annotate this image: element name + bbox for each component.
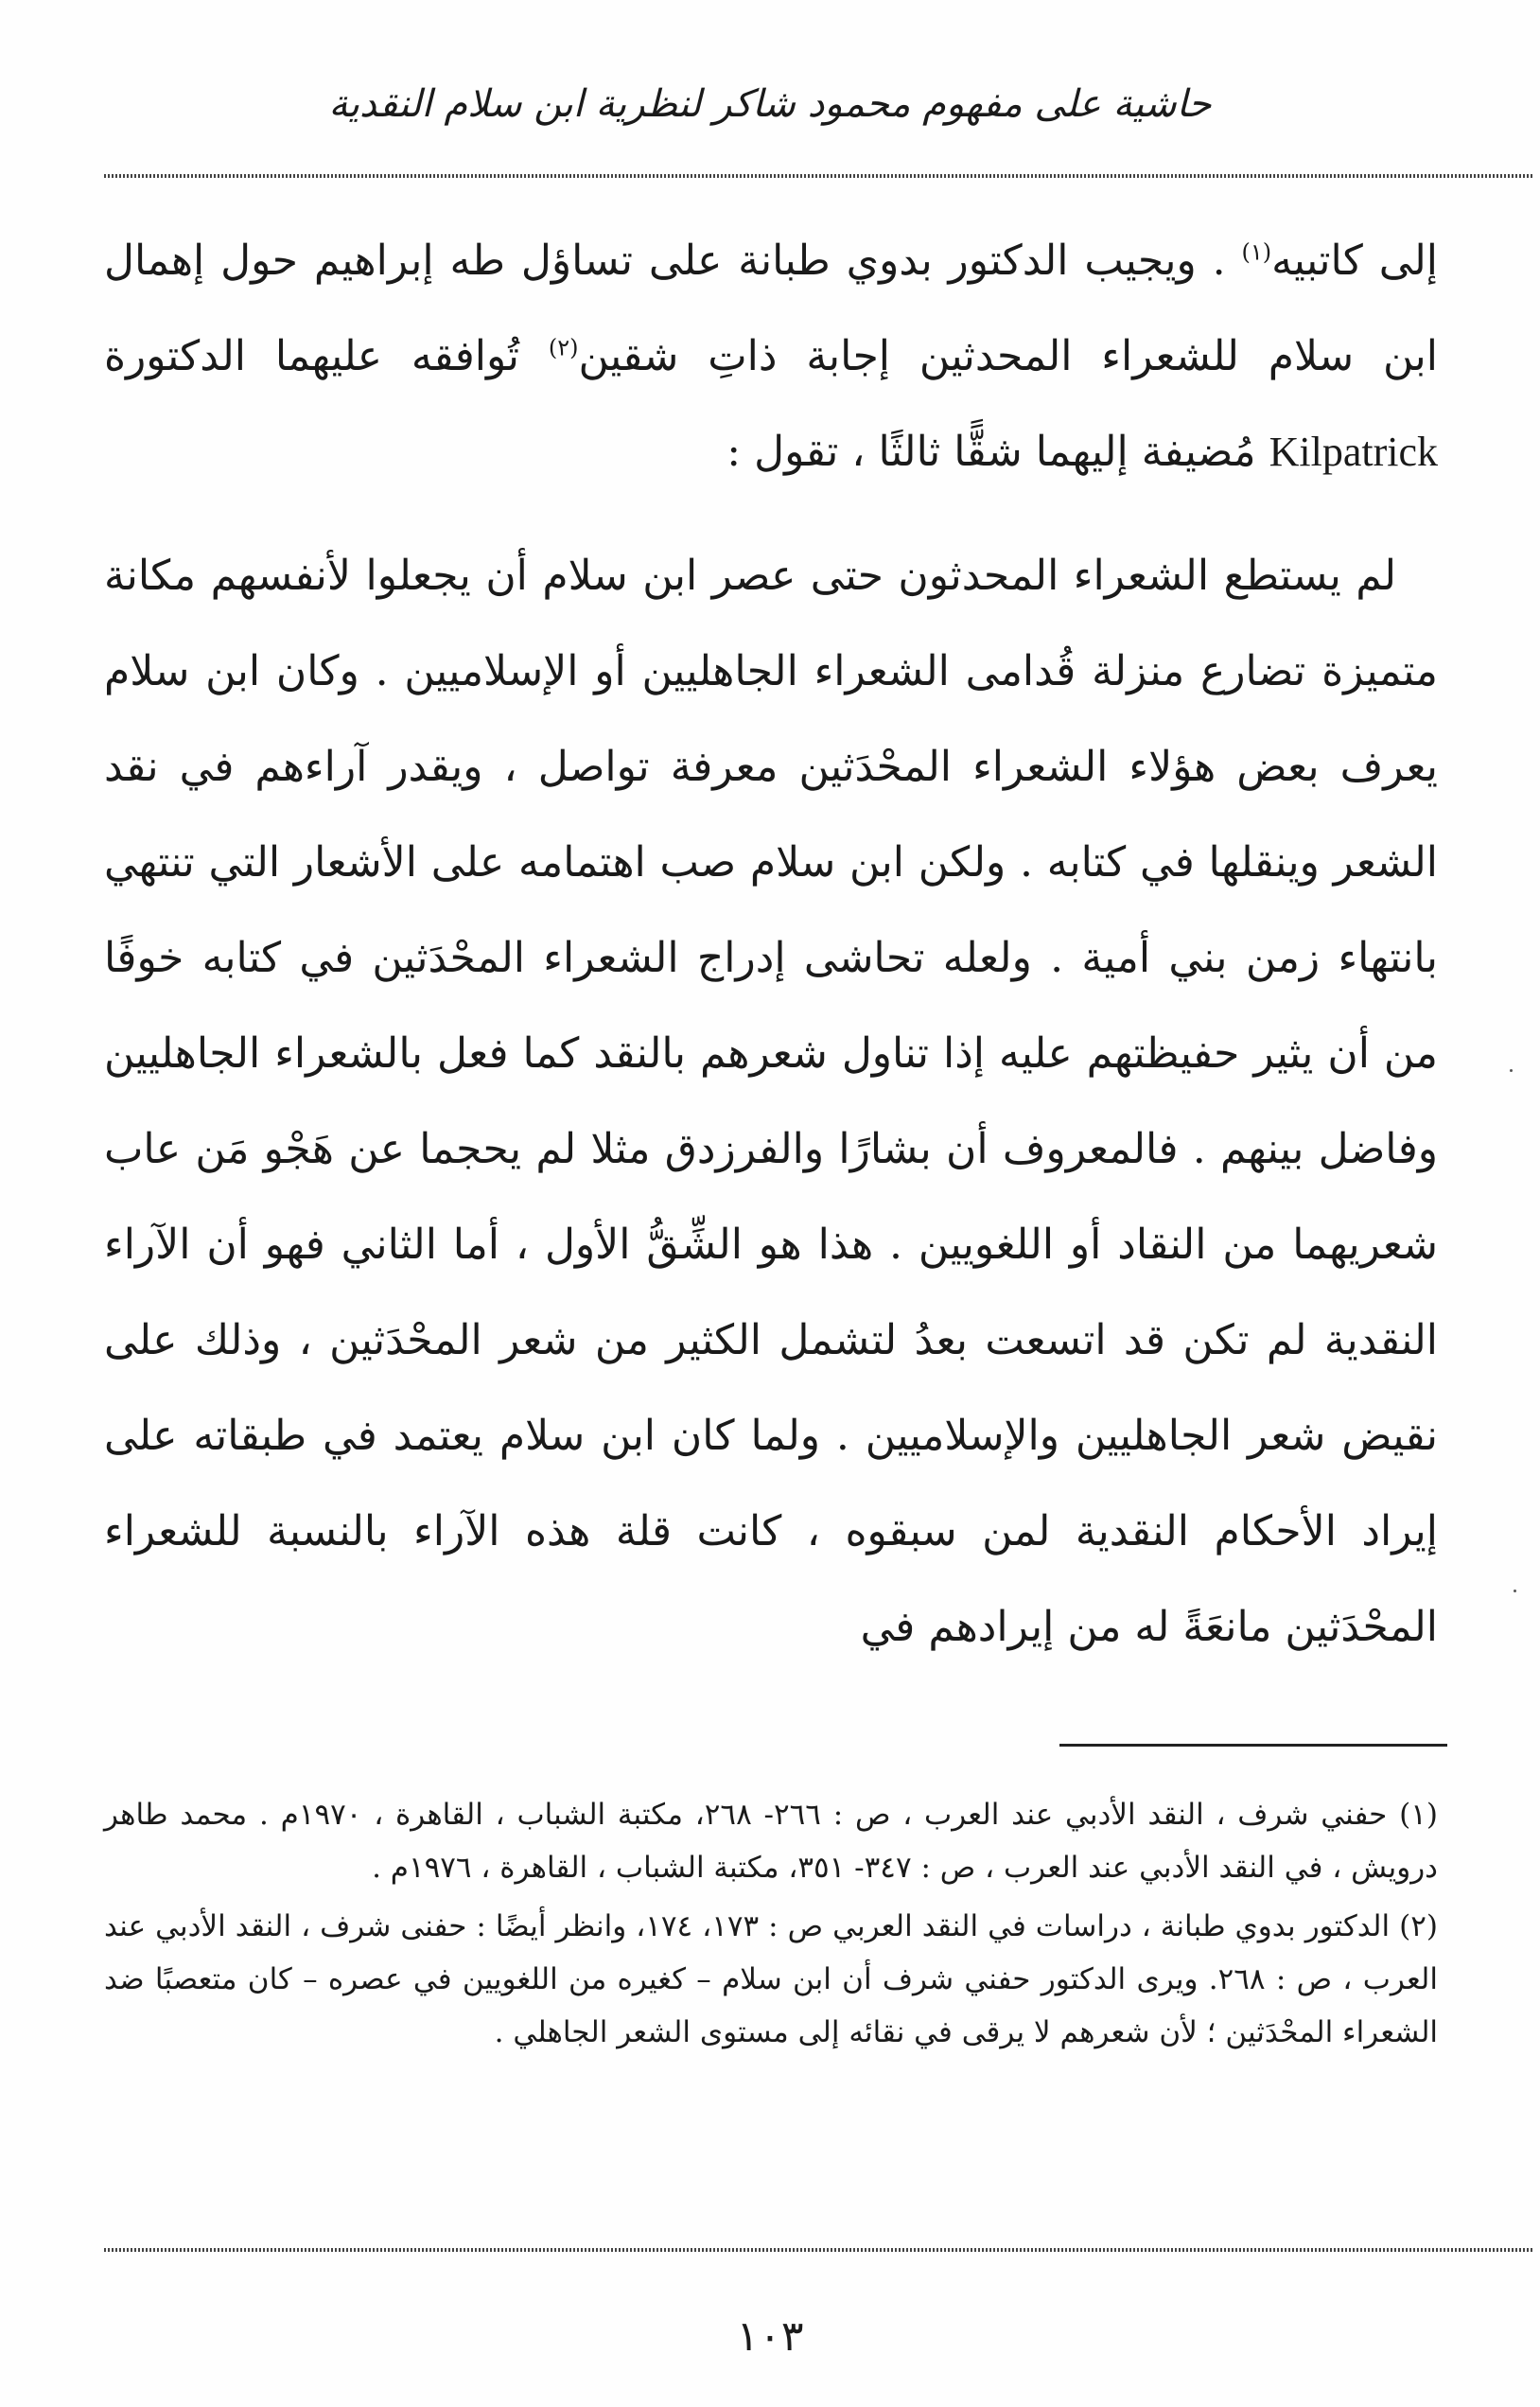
quoted-paragraph: لم يستطع الشعراء المحدثون حتى عصر ابن سلام أن يجعلوا لأنفسهم مكانة متميزة تضارع منزلة قُدامى الشعراء الجاهليين أو الإسلاميين . وكان ابن سلام يعرف بعض هؤلاء الشعراء المحْدَثين معرفة تواصل ، ويقدر آراءهم في نقد الشعر وينقلها في كتابه . ولكن ابن سلام صب اهتمامه على الأشعار التي تنتهي بانتهاء زمن بني أمية . ولعله تحاشى إدراج الشعراء المحْدَثين في كتابه خوفًا من أن يثير حفيظتهم عليه إذا تناول شعرهم بالنقد كما فعل بالشعراء الجاهليين وفاضل بينهم . فالمعروف أن بشارًا والفرزدق مثلا لم يحجما عن هَجْو مَن عاب شعريهما من النقاد أو اللغويين . هذا هو الشِّقُّ الأول ، أما الثاني فهو أن الآراء النقدية لم تكن قد اتسعت بعدُ لتشمل الكثير من شعر المحْدَثين ، وذلك على نقيض شعر الجاهليين والإسلاميين . ولما كان ابن سلام يعتمد في طبقاته على إيراد الأحكام النقدية لمن سبقوه ، كانت قلة هذه الآراء بالنسبة للشعراء المحْدَثين مانعَةً له من إيرادهم في	[104, 552, 1439, 1651]
scan-speck	[1514, 1590, 1516, 1592]
footer-divider	[104, 2248, 1532, 2252]
footnote-separator	[1059, 1744, 1447, 1747]
intro-part-4: مُضيفة إليهما شقًّا ثالثًا ، تقول :	[726, 428, 1256, 476]
page-number: ١٠٣	[736, 2312, 804, 2361]
header-divider	[104, 174, 1532, 178]
main-text	[104, 213, 1438, 1675]
scan-speck	[1510, 1069, 1513, 1072]
intro-part-3: تُوافقه عليهما الدكتورة	[104, 332, 519, 380]
footnote-1: (١) حفني شرف ، النقد الأدبي عند العرب ، ص : ٢٦٦- ٢٦٨، مكتبة الشباب ، القاهرة ، ١٩٧٠م . محمد طاهر درويش ، في النقد الأدبي عند العرب ، ص : ٣٤٧- ٣٥١، مكتبة الشباب ، القاهرة ، ١٩٧٦م .	[104, 1798, 1438, 1885]
intro-part-1: إلى كاتبيه	[1271, 237, 1439, 285]
latin-name: Kilpatrick	[1269, 429, 1438, 475]
footnote-2: (٢) الدكتور بدوي طبانة ، دراسات في النقد العربي ص : ١٧٣، ١٧٤، وانظر أيضًا : حفنى شرف ، النقد الأدبي عند العرب ، ص : ٢٦٨. ويرى الدكتور حفني شرف أن ابن سلام – كغيره من اللغويين في عصره – كان متعصبًا ضد الشعراء المحْدَثين ؛ لأن شعرهم لا يرقى في نقائه إلى مستوى الشعر الجاهلي .	[104, 1909, 1438, 2049]
running-head: حاشية على مفهوم محمود شاكر لنظرية ابن سلام النقدية	[328, 82, 1212, 126]
intro-paragraph	[104, 213, 1438, 500]
footnotes	[104, 1788, 1438, 2064]
footnote-ref-1: (١)	[1241, 238, 1272, 266]
intro-part-2: . ويجيب الدكتور بدوي طبانة على تساؤل طه إبراهيم حول إهمال ابن سلام للشعراء المحدثين إجابة ذاتِ شقين	[104, 237, 1438, 380]
footnote-ref-2: (٢)	[548, 334, 579, 361]
